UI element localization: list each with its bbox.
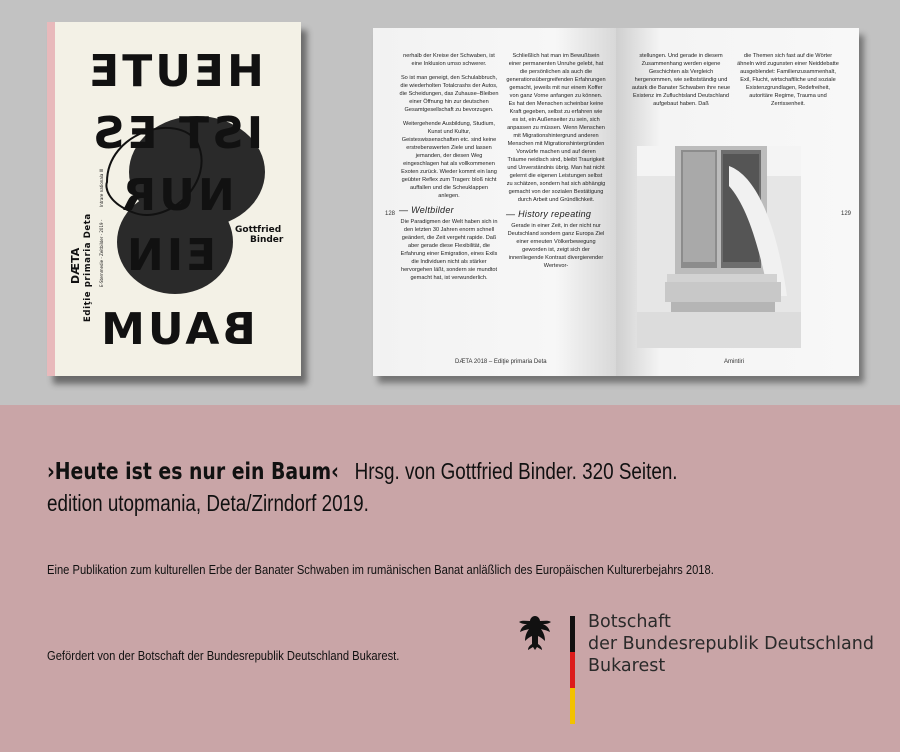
embassy-line-1: Botschaft	[588, 612, 671, 632]
paragraph: Weitergehende Ausbildung, Studium, Kunst und Kultur, Geisteswissenschaften etc. sind keine erstrebenswerten Ziele und lassen jemanden, der diesen Weg eingeschlagen hat als vollkommenen Exoten zurück. Wieder kommt ein lang geübter Reflex zum Tragen: bloß nicht auffallen und die Scheuklappen anlegen.	[401, 121, 497, 199]
book-cover	[47, 22, 301, 376]
text-column-2	[506, 52, 606, 276]
cover-title-line-4: EIN	[123, 230, 217, 281]
paragraph: Gerade in einer Zeit, in der nicht nur Deutschland sondern ganz Europa Ziel einer erneuten Völkerbewegung geworden ist, zeigt sich der innenliegende Kontrast divergierender Wertevor-	[507, 223, 605, 269]
paragraph: stellungen. Und gerade in diesem Zusammenhang werden eigene Geschichten als Vergleich hergenommen, wie selbstständig und autark die Banater Schwaben ihre neue Existenz im Zufluchtsland Deutschland aufgebaut haben. Daß	[631, 53, 731, 107]
paragraph: So ist man geneigt, den Schulabbruch, die wiederholten Totalcrashs der Autos, die Scheidungen, das Zuhause–Bleiben einer Öffnung hin zur deutschen Gesamtgesellschaft zu bevorzugen.	[399, 75, 499, 113]
section-heading: — History repeating	[506, 209, 592, 219]
page-number-right: 129	[841, 211, 852, 217]
paragraph: Schließlich hat man im Bewußtsein einer permanenten Unruhe gelebt, hat die persönlichen als auch die generationsübergreifenden Erfahrungen gemacht, jeweils mit nur einem Koffer von ganz Vorne anfangen zu können. Es hat den Menschen scheinbar keine Kraft gegeben, selbst zu erfahren wie es ist, ein Außenseiter zu sein, sich anpassen zu müssen. Wenn Menschen mit Migrationshintergrund anderen Menschen mit Migrationshintergründen Vorwürfe machen und auf deren Träume neidisch sind, bleibt Traurigkeit und Unverständnis übrig. Man hat nicht gelernt die eigenen Leistungen selbst zu schätzen, sondern hat sich abhängig gemacht von der sozialen Bestätigung durch Arbeit und Gründlichkeit.	[506, 53, 606, 203]
book-title-line	[47, 458, 678, 485]
cover-series: DÆTA	[69, 247, 82, 284]
book-details: Hrsg. von Gottfried Binder. 320 Seiten.	[354, 458, 678, 484]
federal-eagle-icon	[516, 612, 554, 654]
cover-title-line-2: IST ES	[89, 108, 264, 159]
text-column-4	[737, 52, 839, 114]
publication-note: Eine Publikation zum kulturellen Erbe der Banater Schwaben im rumänischen Banat anläßlich des Europäischen Kulturerbejahrs 2018.	[47, 562, 714, 577]
cover-title-line-1: HEUTE	[86, 46, 264, 97]
window-photo	[637, 146, 801, 348]
open-book	[373, 28, 859, 376]
cover-small-text-1: Intrare nationala III	[99, 168, 104, 207]
embassy-name	[588, 611, 874, 677]
text-column-1	[399, 52, 499, 288]
flag-stripe-black	[570, 616, 575, 652]
book-title: ›Heute ist es nur ein Baum‹	[47, 459, 339, 485]
cover-title-line-3: NUR	[119, 170, 235, 221]
page-number-left: 128	[385, 211, 396, 217]
funding-note: Gefördert von der Botschaft der Bundesrepublik Deutschland Bukarest.	[47, 648, 400, 663]
embassy-line-2: der Bundesrepublik Deutschland	[588, 634, 874, 654]
cover-editor-2: Binder	[250, 235, 284, 245]
cover-edition: Ediţie primaria Deta	[83, 213, 93, 322]
publisher-line: edition utopmania, Deta/Zirndorf 2019.	[47, 490, 369, 516]
paragraph: die Themen sich fast auf die Wörter ähneln wird zugunsten einer Neiddebatte ausgeblendet: Familienzusammenhalt, Exil, Flucht, wirtschaftliche und soziale Existenzgrundlagen, Redefreiheit, autoritäre Regime, Trauma und Zerrissenheit.	[737, 53, 839, 107]
paragraph: Die Paradigmen der Welt haben sich in den letzten 30 Jahren enorm schnell geändert, die Zeit vergeht rapide. Daß aber gerade diese Flexibilität, die Erfahrung einer Emigration, eines Exils die Individuen nicht als stärker hervorgehen läßt, sondern sie mundtot gemacht hat, ist verwunderlich.	[400, 219, 498, 281]
embassy-line-3: Bukarest	[588, 656, 666, 676]
german-flag-bar	[570, 616, 575, 724]
paragraph: nerhalb der Kreise der Schwaben, ist eine Inklusion umso schwerer.	[403, 53, 495, 67]
cover-title-line-5: BAUM	[98, 304, 256, 355]
flag-stripe-gold	[570, 688, 575, 724]
left-footer: DÆTA 2018 – Ediţie primaria Deta	[455, 359, 547, 365]
left-page	[373, 28, 616, 376]
cover-small-text-2: E-Sternmedie - Zeitbilder - 2019 -	[99, 219, 104, 287]
text-column-3	[630, 52, 732, 114]
right-footer: Amintiri	[724, 359, 745, 365]
flag-stripe-red	[570, 652, 575, 688]
section-heading: — Weltbilder	[399, 205, 454, 215]
cover-editor-1: Gottfried	[235, 225, 282, 235]
